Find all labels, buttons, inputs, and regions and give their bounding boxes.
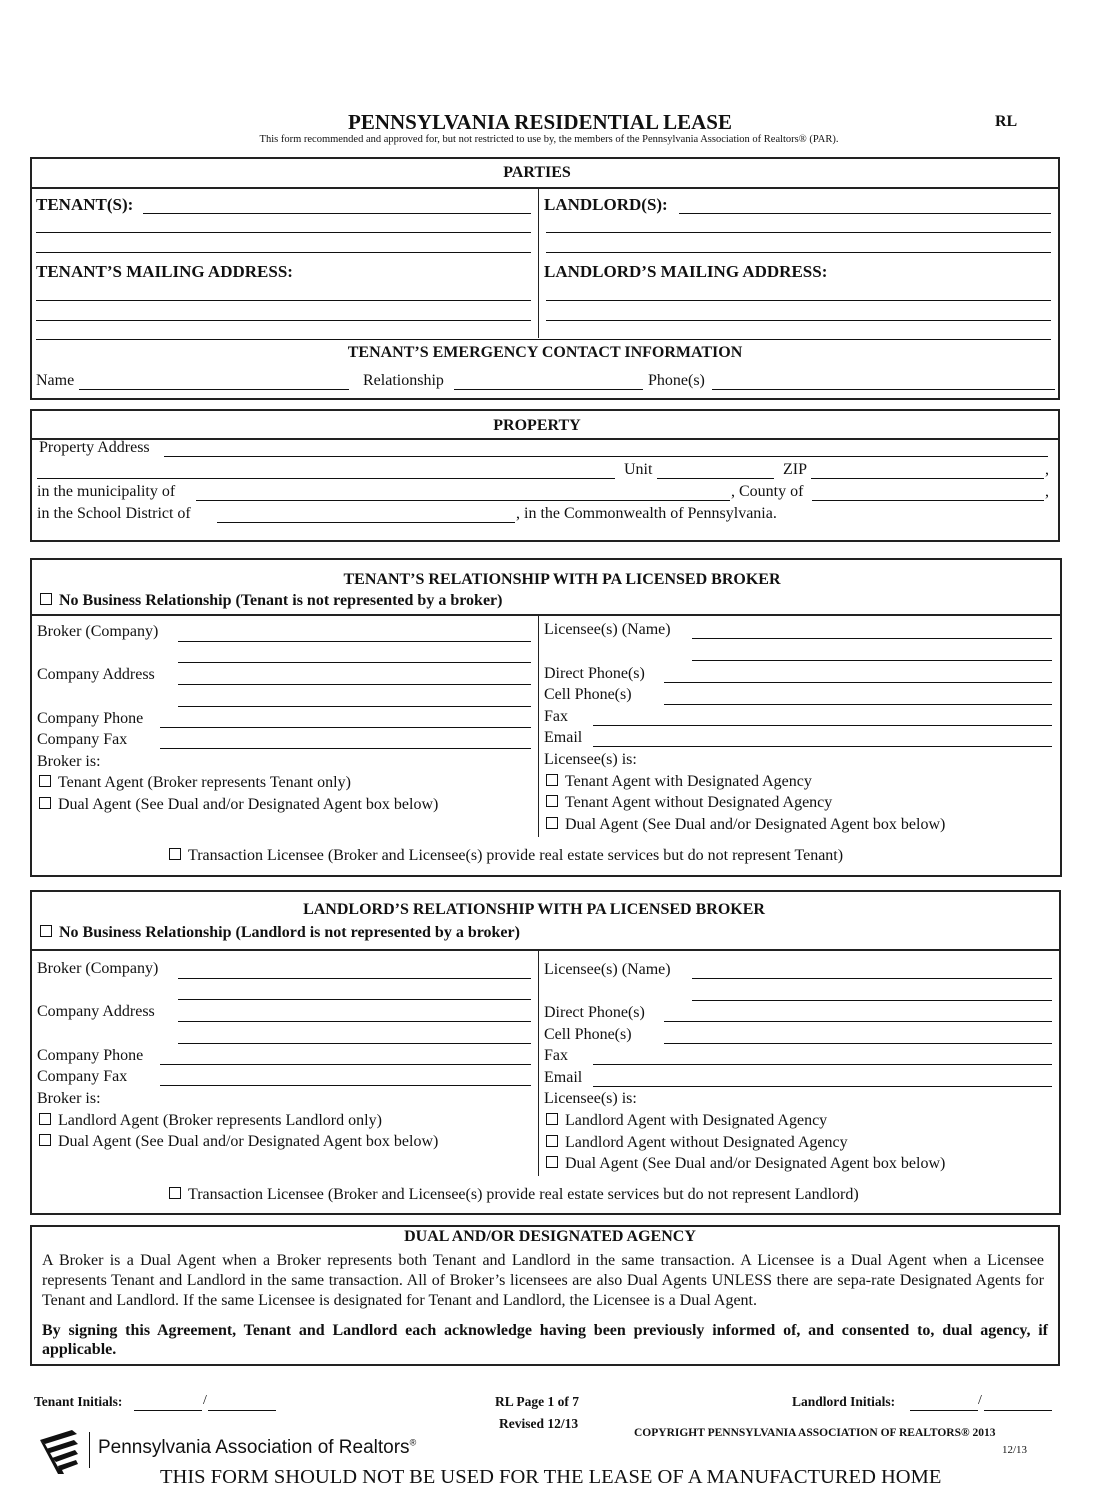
tenant-initials-field-1[interactable]: [134, 1410, 202, 1411]
parties-divider: [30, 187, 1060, 189]
checkbox[interactable]: [39, 775, 51, 787]
landlord-broker-company-field[interactable]: [178, 978, 531, 979]
emergency-relationship-label: Relationship: [363, 372, 444, 389]
checkbox[interactable]: [39, 1134, 51, 1146]
date-code: 12/13: [1002, 1444, 1028, 1456]
landlord-direct-phone-field[interactable]: [664, 1021, 1052, 1022]
unit-label: Unit: [624, 461, 653, 478]
checkbox[interactable]: [39, 797, 51, 809]
tenant-direct-phone-field[interactable]: [664, 682, 1052, 683]
tenant-mailing-field-2[interactable]: [36, 320, 531, 321]
tenant-licensee-name-field[interactable]: [692, 638, 1052, 639]
tenants-field[interactable]: [143, 213, 531, 214]
landlord-initials-field-1[interactable]: [910, 1410, 978, 1411]
tenant-initials-slash: /: [203, 1393, 207, 1408]
checkbox[interactable]: [546, 774, 558, 786]
copyright-notice: COPYRIGHT PENNSYLVANIA ASSOCIATION OF REALTORS® 2013: [634, 1427, 996, 1439]
checkbox[interactable]: [40, 925, 52, 937]
logo-divider: [89, 1432, 90, 1468]
landlord-initials-label: Landlord Initials:: [792, 1394, 896, 1409]
tenant-broker-is-label: Broker is:: [37, 753, 101, 770]
landlord-no-business-option[interactable]: [40, 924, 520, 942]
tenants-label: TENANT(S):: [36, 195, 134, 214]
form-subtitle: This form recommended and approved for, but not restricted to use by, the members of the Pennsylvania Association of Realtors® (PAR).: [259, 134, 839, 145]
tenant-broker-company-field[interactable]: [178, 641, 531, 642]
landlord-company-phone-field[interactable]: [160, 1064, 531, 1065]
property-address-field-2[interactable]: [37, 478, 615, 479]
county-label: , County of: [731, 483, 804, 500]
tenant-broker-heading: TENANT’S RELATIONSHIP WITH PA LICENSED BROKER: [343, 571, 781, 588]
landlord-company-fax-field[interactable]: [160, 1085, 531, 1086]
tenant-licensee-option-3[interactable]: [546, 816, 945, 834]
tenant-company-address-label: Company Address: [37, 666, 155, 683]
landlords-label: LANDLORD(S):: [544, 195, 668, 214]
dual-agency-acknowledgement: By signing this Agreement, Tenant and Landlord each acknowledge having been previously informed of, and consented to, dual agency, if applicable.: [42, 1322, 1048, 1358]
landlord-email-label: Email: [544, 1069, 583, 1086]
tenant-initials-label: Tenant Initials:: [34, 1394, 123, 1409]
tenant-no-business-option[interactable]: [40, 592, 502, 610]
emergency-phones-field[interactable]: [712, 389, 1055, 390]
tenant-cell-phone-field[interactable]: [664, 704, 1052, 705]
tenant-licensee-option-1-label: Tenant Agent with Designated Agency: [565, 773, 812, 790]
landlord-mailing-label: LANDLORD’S MAILING ADDRESS:: [544, 262, 828, 281]
unit-field[interactable]: [657, 478, 774, 479]
par-org-name-text: Pennsylvania Association of Realtors: [98, 1437, 410, 1458]
tenant-broker-column-divider: [538, 615, 539, 837]
tenant-email-field[interactable]: [593, 746, 1052, 747]
landlords-field-2[interactable]: [546, 232, 1051, 233]
landlord-cell-phone-label: Cell Phone(s): [544, 1026, 632, 1043]
landlord-email-field[interactable]: [593, 1086, 1052, 1087]
parties-column-divider: [538, 188, 539, 338]
emergency-phones-label: Phone(s): [648, 372, 705, 389]
landlord-mailing-field-2[interactable]: [546, 320, 1051, 321]
parties-heading: PARTIES: [503, 164, 571, 181]
tenants-field-3[interactable]: [36, 252, 531, 253]
checkbox[interactable]: [169, 1187, 181, 1199]
landlord-licensee-option-3[interactable]: [546, 1155, 945, 1173]
registered-mark: ®: [409, 1437, 417, 1448]
tenant-company-fax-field[interactable]: [160, 748, 531, 749]
checkbox[interactable]: [546, 817, 558, 829]
dual-agency-heading: DUAL AND/OR DESIGNATED AGENCY: [404, 1228, 696, 1245]
landlord-fax-field[interactable]: [593, 1064, 1052, 1065]
zip-label: ZIP: [783, 461, 807, 478]
landlord-company-address-field-2[interactable]: [178, 1021, 531, 1022]
tenant-email-label: Email: [544, 729, 583, 746]
tenant-agent-label: Tenant Agent (Broker represents Tenant only): [58, 774, 351, 791]
property-address-field[interactable]: [164, 456, 1048, 457]
manufactured-home-warning: THIS FORM SHOULD NOT BE USED FOR THE LEASE OF A MANUFACTURED HOME: [160, 1466, 942, 1488]
landlord-broker-heading: LANDLORD’S RELATIONSHIP WITH PA LICENSED BROKER: [303, 901, 765, 918]
par-logo: [38, 1430, 80, 1474]
landlord-company-fax-label: Company Fax: [37, 1068, 128, 1085]
checkbox[interactable]: [40, 593, 52, 605]
tenant-licensee-option-3-label: Dual Agent (See Dual and/or Designated Agent box below): [565, 816, 946, 833]
tenant-licensee-is-label: Licensee(s) is:: [544, 751, 637, 768]
landlord-licensee-option-1-label: Landlord Agent with Designated Agency: [565, 1112, 828, 1129]
tenant-dual-agent-option[interactable]: [39, 796, 438, 814]
tenant-dual-agent-label: Dual Agent (See Dual and/or Designated Agent box below): [58, 796, 439, 813]
tenants-field-2[interactable]: [36, 232, 531, 233]
landlord-licensee-name-field-2[interactable]: [692, 1000, 1052, 1001]
tenant-initials-field-2[interactable]: [208, 1410, 276, 1411]
tenant-licensee-name-label: Licensee(s) (Name): [544, 621, 671, 638]
tenant-broker-company-label: Broker (Company): [37, 623, 159, 640]
municipality-field[interactable]: [196, 500, 730, 501]
municipality-label: in the municipality of: [37, 483, 176, 500]
landlords-field[interactable]: [679, 213, 1051, 214]
dual-agency-paragraph: A Broker is a Dual Agent when a Broker represents both Tenant and Landlord in the same transaction. A Licensee is a Dual Agent when a Licensee represents Tenant and Landlord in the same transaction. All of Broker’s licensees are also Dual Agents UNLESS there are sepa-rate Designated Agents for Tenant and Landlord. If the same Licensee is designated for Tenant and Landlord, the Licensee is a Dual Agent.: [42, 1252, 1044, 1309]
par-org-name: [98, 1437, 416, 1459]
tenant-cell-phone-label: Cell Phone(s): [544, 686, 632, 703]
tenant-no-business-label: No Business Relationship (Tenant is not represented by a broker): [59, 592, 503, 609]
landlord-licensee-option-2[interactable]: [546, 1134, 848, 1152]
landlord-dual-agent-option[interactable]: [39, 1133, 438, 1151]
page-number: RL Page 1 of 7: [495, 1394, 579, 1409]
tenant-company-phone-label: Company Phone: [37, 710, 144, 727]
landlord-licensee-name-field[interactable]: [692, 978, 1052, 979]
tenant-fax-label: Fax: [544, 708, 568, 725]
tenant-company-fax-label: Company Fax: [37, 731, 128, 748]
tenant-mailing-field-1[interactable]: [36, 300, 531, 301]
landlord-company-address-field-1[interactable]: [178, 999, 531, 1000]
landlord-broker-is-label: Broker is:: [37, 1090, 101, 1107]
emergency-heading: TENANT’S EMERGENCY CONTACT INFORMATION: [347, 344, 743, 361]
emergency-name-label: Name: [36, 372, 75, 389]
par-logo-icon: [38, 1430, 80, 1474]
checkbox[interactable]: [546, 795, 558, 807]
tenant-licensee-name-field-2[interactable]: [692, 660, 1052, 661]
landlord-agent-option[interactable]: [39, 1112, 382, 1130]
form-code: RL: [995, 113, 1018, 130]
landlord-licensee-option-1[interactable]: [546, 1112, 827, 1130]
checkbox[interactable]: [39, 1113, 51, 1125]
county-comma: ,: [1045, 483, 1049, 500]
zip-comma: ,: [1045, 461, 1049, 478]
school-district-field[interactable]: [217, 522, 515, 523]
tenant-company-address-field-1[interactable]: [178, 662, 531, 663]
county-field[interactable]: [812, 500, 1044, 501]
tenant-licensee-option-2[interactable]: [546, 794, 832, 812]
landlord-broker-company-label: Broker (Company): [37, 960, 159, 977]
landlord-licensee-option-3-label: Dual Agent (See Dual and/or Designated Agent box below): [565, 1155, 946, 1172]
emergency-relationship-field[interactable]: [454, 389, 643, 390]
landlord-fax-label: Fax: [544, 1047, 568, 1064]
landlord-licensee-is-label: Licensee(s) is:: [544, 1090, 637, 1107]
landlord-cell-phone-field[interactable]: [664, 1043, 1052, 1044]
mailing-bottom-line: [36, 339, 1051, 340]
checkbox[interactable]: [546, 1156, 558, 1168]
school-district-label: in the School District of: [37, 505, 191, 522]
landlord-mailing-field-1[interactable]: [546, 300, 1051, 301]
landlord-transaction-licensee-label: Transaction Licensee (Broker and Licensee(s) provide real estate services but do not represent Landlord): [188, 1186, 859, 1203]
landlord-licensee-name-label: Licensee(s) (Name): [544, 961, 671, 978]
page-title: PENNSYLVANIA RESIDENTIAL LEASE: [348, 110, 732, 134]
tenant-transaction-licensee-label: Transaction Licensee (Broker and Licensee(s) provide real estate services but do not represent Tenant): [188, 847, 844, 864]
tenant-transaction-licensee-option[interactable]: [169, 847, 843, 865]
landlord-licensee-option-2-label: Landlord Agent without Designated Agency: [565, 1134, 848, 1151]
property-address-label: Property Address: [39, 439, 150, 456]
revised-date: Revised 12/13: [499, 1416, 579, 1431]
landlord-transaction-licensee-option[interactable]: [169, 1186, 859, 1204]
tenant-company-address-field-3[interactable]: [178, 706, 531, 707]
landlord-dual-agent-label: Dual Agent (See Dual and/or Designated Agent box below): [58, 1133, 439, 1150]
landlord-broker-column-divider: [538, 950, 539, 1176]
commonwealth-text: , in the Commonwealth of Pennsylvania.: [516, 505, 777, 522]
landlord-company-address-label: Company Address: [37, 1003, 155, 1020]
landlord-initials-field-2[interactable]: [984, 1410, 1052, 1411]
tenant-fax-field[interactable]: [593, 725, 1052, 726]
checkbox[interactable]: [546, 1135, 558, 1147]
landlord-direct-phone-label: Direct Phone(s): [544, 1004, 645, 1021]
landlord-initials-slash: /: [978, 1393, 982, 1408]
property-heading: PROPERTY: [493, 417, 581, 434]
emergency-name-field[interactable]: [79, 389, 349, 390]
tenant-mailing-label: TENANT’S MAILING ADDRESS:: [36, 262, 293, 281]
zip-field[interactable]: [811, 478, 1044, 479]
checkbox[interactable]: [169, 848, 181, 860]
landlord-broker-divider: [30, 949, 1061, 951]
landlords-field-3[interactable]: [546, 252, 1051, 253]
landlord-company-phone-label: Company Phone: [37, 1047, 144, 1064]
property-divider: [30, 438, 1060, 440]
tenant-licensee-option-2-label: Tenant Agent without Designated Agency: [565, 794, 833, 811]
tenant-company-address-field-2[interactable]: [178, 684, 531, 685]
landlord-company-address-field-3[interactable]: [178, 1043, 531, 1044]
tenant-direct-phone-label: Direct Phone(s): [544, 665, 645, 682]
tenant-licensee-option-1[interactable]: [546, 773, 812, 791]
tenant-company-phone-field[interactable]: [160, 727, 531, 728]
checkbox[interactable]: [546, 1113, 558, 1125]
tenant-broker-divider: [30, 614, 1062, 616]
landlord-no-business-label: No Business Relationship (Landlord is not represented by a broker): [59, 924, 520, 941]
landlord-agent-label: Landlord Agent (Broker represents Landlord only): [58, 1112, 382, 1129]
tenant-agent-option[interactable]: [39, 774, 351, 792]
